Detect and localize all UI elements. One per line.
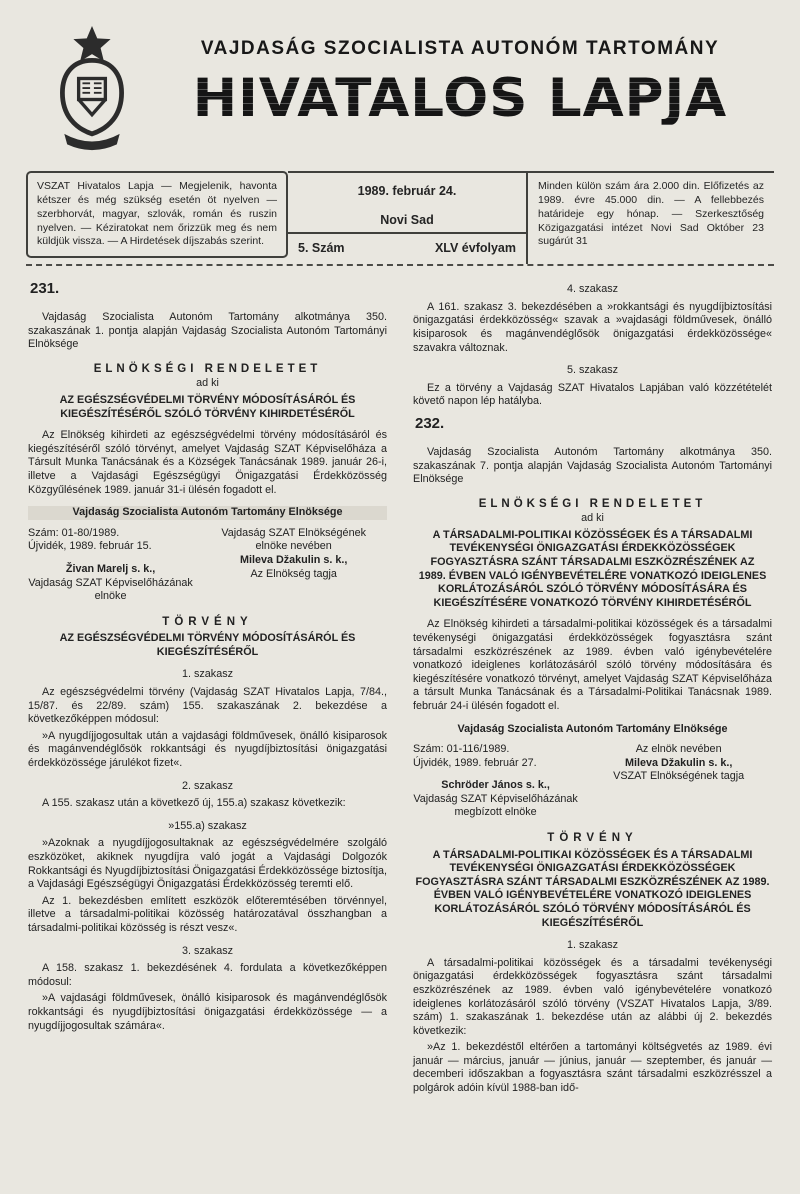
paragraph: Az Elnökség kihirdeti az egészségvédelmi törvény módosításáról és kiegészítéséről szóló törvényt, amelyet Vajdaság SZAT Képviselőháza a Társult Munka Tanácsának és a Községek Tanácsának 1989. január 26-i, illetve a Vajdasági Egészségügyi Önigazgatási Érdekközösség Közgyűlésének 1989. január 31-i ülésén fogadott el. xyxy=(28,429,387,496)
issue-date: 1989. február 24. xyxy=(357,184,457,198)
paragraph: »Az 1. bekezdéstől eltérően a tartományi költségvetés az 1989. évi január — március, január — június, január — szeptember, és január — decemberi időszakban a fogyasztásra szánt társadalmi eszközrésszel a polgárok adóin kívül 1988-ban idő- xyxy=(413,1041,772,1095)
section-heading: 2. szakasz xyxy=(181,779,233,792)
on-behalf-line: Vajdaság SZAT Elnökségének xyxy=(221,526,366,539)
issue-city: Novi Sad xyxy=(380,212,434,227)
masthead xyxy=(26,8,774,161)
document-number: Szám: 01-80/1989. xyxy=(28,526,120,539)
section-heading: 1. szakasz xyxy=(566,939,618,952)
section-heading: 4. szakasz xyxy=(566,283,618,296)
signatory xyxy=(413,779,578,820)
signature-left xyxy=(28,527,193,604)
signatory-name: Živan Marelj s. k., xyxy=(65,562,156,575)
signature-left xyxy=(413,743,578,820)
signatory-name: Schröder János s. k., xyxy=(441,779,550,792)
paragraph: »A vajdasági földművesek, önálló kisiparosok és magánvendéglősök rokkantsági és nyugdíjbiztosítási önigazgatási érdekközössége — a nyugdíjjogosultak számára«. xyxy=(28,992,387,1032)
signatory-name: Mileva Džakulin s. k., xyxy=(239,553,348,566)
price-note: Minden külön szám ára 2.000 din. Előfizetés az 1989. évre 45.000 din. — A fellebbezés határideje egy hónap. — Szerkesztőség Közigazgatási intézet Novi Sad Október 23 sugárút 31 xyxy=(526,171,774,264)
document-body xyxy=(26,266,774,1098)
infobar xyxy=(26,171,774,266)
law-heading: TÖRVÉNY xyxy=(547,832,638,845)
volume-label: XLV évfolyam xyxy=(434,240,516,255)
paragraph: Vajdaság Szocialista Autonóm Tartomány alkotmánya 350. szakaszának 1. pontja alapján Vajdaság Szocialista Autonóm Tartományi Elnöksége xyxy=(28,311,387,351)
publication-note: VSZAT Hivatalos Lapja — Megjelenik, havonta kétszer és még szükség esetén öt nyelven — szerbhorvát, magyar, szlovák, román és ruszin nyelven. — Kéziratokat nem őrizzük meg és nem küldjük vissza. — A Hirdetések díjszabás szerint. xyxy=(26,171,288,258)
on-behalf-line: Az elnök nevében xyxy=(635,743,722,756)
paragraph: A 161. szakasz 3. bekezdésében a »rokkantsági és nyugdíjbiztosítási önigazgatási érdekközösség« szavak a »vajdasági földművesek, önálló kisiparosok és magánvendéglősök önigazgatási érdekközössége« szavakra változnak. xyxy=(413,300,772,354)
signatory-title: VSZAT Elnökségének tagja xyxy=(613,770,745,783)
signature-block xyxy=(413,743,772,820)
presidency-line: Vajdaság Szocialista Autonóm Tartomány Elnöksége xyxy=(457,722,728,735)
law-title: AZ EGÉSZSÉGVÉDELMI TÖRVÉNY MÓDOSÍTÁSÁRÓL ÉS KIEGÉSZÍTÉSÉRŐL xyxy=(59,632,356,658)
document-number: Szám: 01-116/1989. xyxy=(413,743,510,756)
signature-right xyxy=(585,743,772,820)
signatory xyxy=(28,563,193,604)
issue-date-block xyxy=(288,173,526,232)
subsection-heading: »155.a) szakasz xyxy=(168,819,247,832)
paragraph: »A nyugdíjjogosultak után a vajdasági földművesek, önálló kisiparosok és magánvendéglősök rokkantsági és nyugdíjbiztosítási önigazgatási érdekközössége járulékot fizet«. xyxy=(28,729,387,769)
right-column xyxy=(413,274,772,1098)
decree-title: AZ EGÉSZSÉGVÉDELMI TÖRVÉNY MÓDOSÍTÁSÁRÓL ÉS KIEGÉSZÍTÉSÉRŐL SZÓLÓ TÖRVÉNY KIHIRDETÉSÉRŐL xyxy=(59,394,356,420)
signatory-title: megbízott elnöke xyxy=(454,806,537,819)
left-column xyxy=(28,274,387,1098)
masthead-text xyxy=(148,20,772,129)
section-heading: 5. szakasz xyxy=(566,364,618,377)
law-title: A TÁRSADALMI-POLITIKAI KÖZÖSSÉGEK ÉS A TÁRSADALMI TEVÉKENYSÉGI ÖNIGAZGATÁSI ÉRDEKKÖZÖSSÉGEK FOGYASZTÁSRA SZÁNT TÁRSADALMI ESZKÖZRÉSZÉNEK AZ 1989. ÉVBEN VALÓ IGÉNYBEVÉTELÉRE VONATKOZÓ IDEIGLENES KORLÁTOZÁSÁRÓL SZÓLÓ TÖRVÉNY MÓDOSÍTÁSÁRÓL ÉS KIEGÉSZÍTÉSÉRŐL xyxy=(415,848,770,929)
paragraph: »Azoknak a nyugdíjjogosultaknak az egészségvédelmére szolgáló eszközöket, akiknek nyugdíjra való jogát a Vajdasági Dolgozók Rokkantsági és Nyugdíjbiztosítási Önigazgatási Érdekközössége biztosítja, a Vajdasági Egészségügyi Önigazgatási Érdekközösség teremti elő. xyxy=(28,837,387,891)
issue-volume-row xyxy=(288,232,526,265)
signature-right xyxy=(200,527,387,604)
law-heading: TÖRVÉNY xyxy=(162,615,253,628)
issue-number: 5. Szám xyxy=(298,240,345,255)
signature-block xyxy=(28,527,387,604)
article-232-number: 232. xyxy=(415,415,445,433)
paragraph: Az 1. bekezdésben említett eszközök előteremtésében törvénnyel, illetve a társadalmi-politikai közösség határozatával összhangban a társadalmi-politikai közösség is részt vesz«. xyxy=(28,894,387,934)
issue-info xyxy=(288,171,526,264)
article-231-number: 231. xyxy=(30,280,60,298)
coat-of-arms-icon xyxy=(44,20,148,157)
province-title: VAJDASÁG SZOCIALISTA AUTONÓM TARTOMÁNY xyxy=(200,38,720,59)
decree-heading: ELNÖKSÉGI RENDELETET xyxy=(478,497,707,510)
signatory-title: elnöke xyxy=(94,590,127,603)
decree-adki: ad ki xyxy=(581,512,604,525)
signatory-name: Mileva Džakulin s. k., xyxy=(624,756,733,769)
paragraph: Az egészségvédelmi törvény (Vajdaság SZAT Hivatalos Lapja, 7/84., 15/87. és 22/89. szám) 155. szakaszának 2. bekezdése a következőképpen módosul: xyxy=(28,686,387,726)
signatory-title: Vajdaság SZAT Képviselőházának xyxy=(28,576,193,589)
paragraph: A társadalmi-politikai közösségek és a társadalmi tevékenységi önigazgatási érdekközösségek fogyasztásra szánt társadalmi eszközrészének az 1989. évben való igénybevételére vonatkozó ideiglenes korlátozásáról szóló törvény (VSZAT Hivatalos Lapja, 3/89. szám) 1. szakaszának 1. bekezdése után az alábbi új 2. bekezdés következik: xyxy=(413,956,772,1037)
paragraph: Ez a törvény a Vajdaság SZAT Hivatalos Lapjában való közzétételét követő napon lép hatályba. xyxy=(413,381,772,408)
place-date: Újvidék, 1989. február 27. xyxy=(413,756,537,769)
gazette-title: HIVATALOS LAPJA xyxy=(148,72,772,125)
on-behalf-line: elnöke nevében xyxy=(255,540,332,553)
place-date: Újvidék, 1989. február 15. xyxy=(28,540,152,553)
paragraph: Vajdaság Szocialista Autonóm Tartomány alkotmánya 350. szakaszának 7. pontja alapján Vajdaság Szocialista Autonóm Tartományi Elnöksége xyxy=(413,445,772,486)
decree-heading: ELNÖKSÉGI RENDELETET xyxy=(93,362,322,375)
presidency-line: Vajdaság Szocialista Autonóm Tartomány Elnöksége xyxy=(28,506,387,520)
signatory-title: Az Elnökség tagja xyxy=(250,567,337,580)
section-heading: 3. szakasz xyxy=(181,944,233,957)
decree-title: A TÁRSADALMI-POLITIKAI KÖZÖSSÉGEK ÉS A TÁRSADALMI TEVÉKENYSÉGI ÖNIGAZGATÁSI ÉRDEKKÖZÖSSÉGEK FOGYASZTÁSRA SZÁNT TÁRSADALMI ESZKÖZRÉSZÉNEK AZ 1989. ÉVBEN VALÓ IGÉNYBEVÉTELÉRE VONATKOZÓ IDEIGLENES KORLÁTOZÁSÁRÓL SZÓLÓ TÖRVÉNY MÓDOSÍTÁSÁRA ÉS KIEGÉSZÍTÉSÉRE VONATKOZÓ TÖRVÉNY KIHIRDETÉSÉRŐL xyxy=(418,528,767,609)
section-heading: 1. szakasz xyxy=(181,668,233,681)
decree-adki: ad ki xyxy=(196,377,219,390)
paragraph: Az Elnökség kihirdeti a társadalmi-politikai közösségek és a társadalmi tevékenységi önigazgatási érdekközösségek fogyasztásra szánt társadalmi eszközrészének az 1989. évben való igénybevételére vonatkozó ideiglenes korlátozásáról szóló törvény módosítására és kiegészítésére vonatkozó törvényt, amelyet Vajdaság SZAT Képviselőháza a társult Munka Tanácsának és a Társadalmi-Politikai Tanácsnak 1989. február 24-i ülésén fogadott el. xyxy=(413,618,772,712)
paragraph: A 158. szakasz 1. bekezdésének 4. fordulata a következőképpen módosul: xyxy=(28,962,387,988)
paragraph: A 155. szakasz után a következő új, 155.a) szakasz következik: xyxy=(42,797,346,810)
signatory-title: Vajdaság SZAT Képviselőházának xyxy=(413,792,578,805)
